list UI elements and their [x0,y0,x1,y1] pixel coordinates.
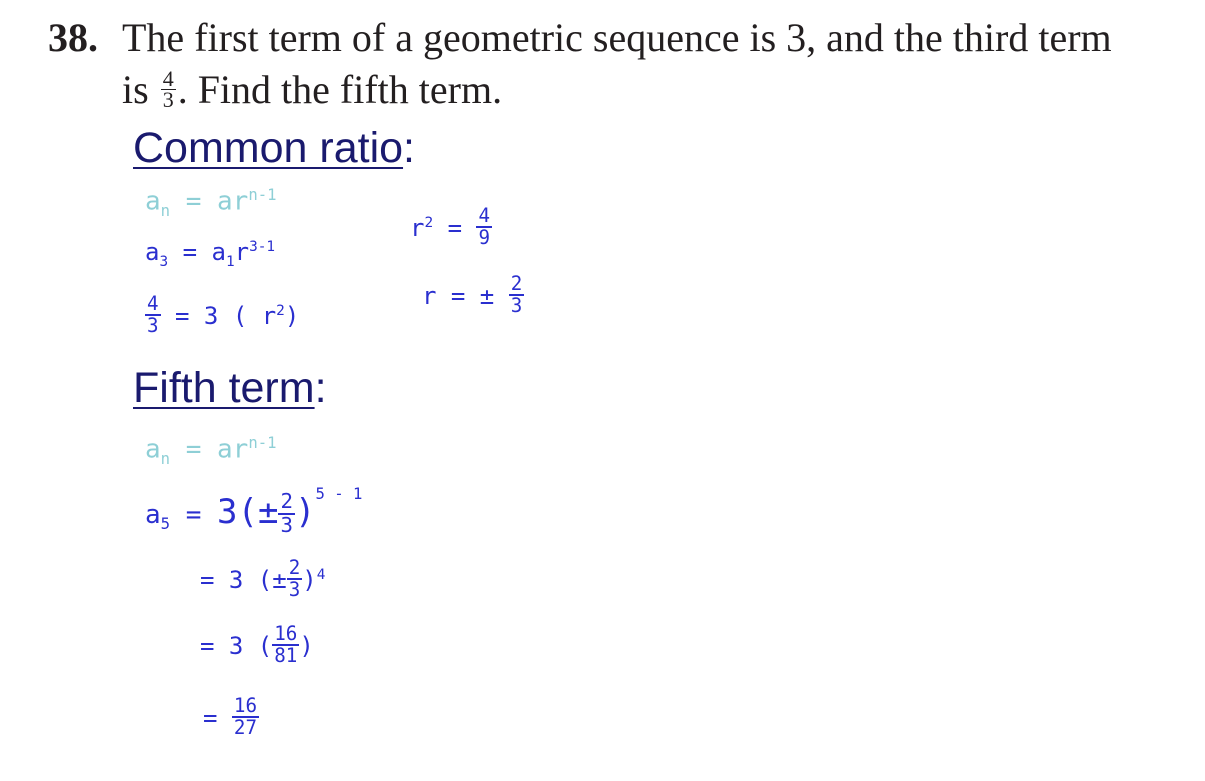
step1-rhs: = a [182,238,226,266]
step1-exponent: 3-1 [249,239,276,255]
fifth-step1-close: ) [294,492,316,532]
side2-denominator: 3 [510,294,523,318]
fifth-step3-close: ) [299,632,314,661]
step1-lhs: a [145,238,160,266]
step2-denominator: 3 [147,314,159,338]
fifth-step1-lhs: a [145,500,161,530]
fifth-step2-open: = 3 (± [200,566,287,595]
problem-text-line-1: The first term of a geometric sequence is 3, and the third term [122,15,1112,60]
fifth-formula-lhs: a [145,434,161,465]
fifth-step4-denominator: 27 [233,716,258,740]
fifth-general-formula [145,434,277,468]
fifth-step1-fraction [278,488,295,537]
problem-number: 38. [48,15,98,60]
formula-lhs-subscript: n [160,201,171,220]
side2-lhs: r = ± [422,282,495,311]
fifth-step2-denominator: 3 [288,578,301,602]
fifth-step3-numerator: 16 [274,622,298,645]
side1-exponent: 2 [424,215,434,232]
fifth-step4-numerator: 16 [233,694,258,717]
fifth-step2-close: ) [302,566,317,595]
fifth-formula-lhs-subscript: n [160,449,171,468]
ratio-step-2 [145,292,300,338]
ratio-general-formula [145,186,277,220]
problem-text-is: is [122,67,149,112]
fifth-step-1 [145,485,363,538]
problem-fraction-numerator: 4 [162,66,174,92]
side1-fraction [476,206,492,248]
fifth-step1-denominator: 3 [280,512,293,537]
side2-fraction [509,274,525,316]
step1-r: r [234,238,250,266]
side1-denominator: 9 [478,226,491,250]
fifth-step2-fraction [287,558,303,600]
side1-equals: = [447,214,463,243]
formula-exponent: n-1 [248,186,277,204]
fifth-step1-open: 3(± [217,492,279,532]
fifth-step1-equals: = [185,500,202,530]
step2-exponent: 2 [276,303,285,320]
fifth-step4-fraction [232,696,259,738]
fifth-step-2 [200,556,326,602]
problem-text-find: . Find the fifth term. [177,67,503,112]
side1-numerator: 4 [478,204,491,227]
common-ratio-heading [133,124,415,173]
side2-numerator: 2 [510,272,523,295]
fifth-step2-exponent: 4 [316,567,326,584]
step2-close-paren: ) [284,302,300,331]
formula-rhs: = ar [185,186,249,217]
fifth-step4-equals: = [203,704,218,733]
fifth-formula-exponent: n-1 [248,434,277,452]
fifth-step1-lhs-subscript: 5 [160,515,171,534]
step2-numerator: 4 [147,292,159,315]
problem-text-line-2 [122,64,502,116]
ratio-side-step-1 [410,204,492,250]
fifth-step3-open: = 3 ( [200,632,273,661]
step1-rhs-subscript: 1 [225,253,235,270]
ratio-step-1 [145,238,275,270]
fifth-term-heading-colon: : [314,364,327,412]
step2-rhs: = 3 ( r [175,302,277,331]
common-ratio-heading-text: Common ratio [133,124,404,172]
problem-fraction-denominator: 3 [162,87,174,113]
step2-fraction [145,294,161,336]
step1-lhs-subscript: 3 [159,253,169,270]
ratio-side-step-2 [422,272,524,318]
formula-lhs: a [145,186,161,217]
common-ratio-heading-colon: : [403,124,415,172]
fifth-step1-exponent: 5 - 1 [315,485,363,504]
side1-lhs: r [410,214,425,243]
fifth-term-heading-text: Fifth term [133,364,315,412]
fifth-step1-numerator: 2 [280,488,293,513]
fifth-step3-fraction [272,624,299,666]
fifth-step2-numerator: 2 [288,556,301,579]
fifth-step3-denominator: 81 [274,644,298,668]
fifth-step-3 [200,622,314,668]
fifth-step-4 [203,694,259,740]
problem-fraction [161,66,176,113]
fifth-formula-rhs: = ar [185,434,249,465]
fifth-term-heading [133,364,327,413]
